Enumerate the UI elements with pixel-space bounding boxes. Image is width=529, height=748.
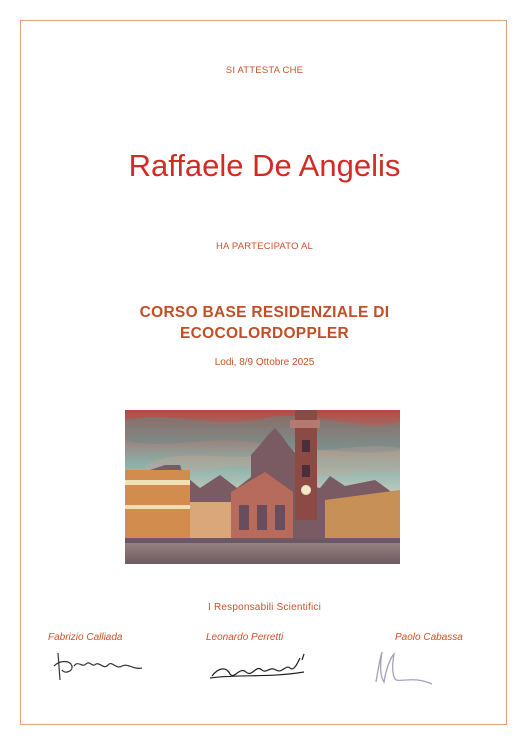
course-title-line-2: ECOCOLORDOPPLER: [180, 325, 349, 342]
signature-perretti: [208, 648, 308, 684]
course-title: [0, 302, 529, 344]
signature-calliada: [52, 648, 147, 682]
responsabili-label: I Responsabili Scientifici: [207, 602, 322, 613]
signature-cabassa: [368, 648, 438, 686]
signer-name-cabassa: Paolo Cabassa: [395, 632, 463, 643]
course-title-line-1: CORSO BASE RESIDENZIALE DI: [139, 304, 390, 321]
recipient-name: Raffaele De Angelis: [128, 148, 401, 183]
cathedral-painting-image: [125, 410, 400, 564]
certificate-border: [20, 20, 507, 725]
partecipato-label: HA PARTECIPATO AL: [215, 241, 314, 252]
course-date: Lodi, 8/9 Ottobre 2025: [214, 357, 315, 368]
signer-name-calliada: Fabrizio Calliada: [48, 632, 123, 643]
attesta-label: SI ATTESTA CHE: [225, 65, 304, 76]
signer-name-perretti: Leonardo Perretti: [206, 632, 284, 643]
